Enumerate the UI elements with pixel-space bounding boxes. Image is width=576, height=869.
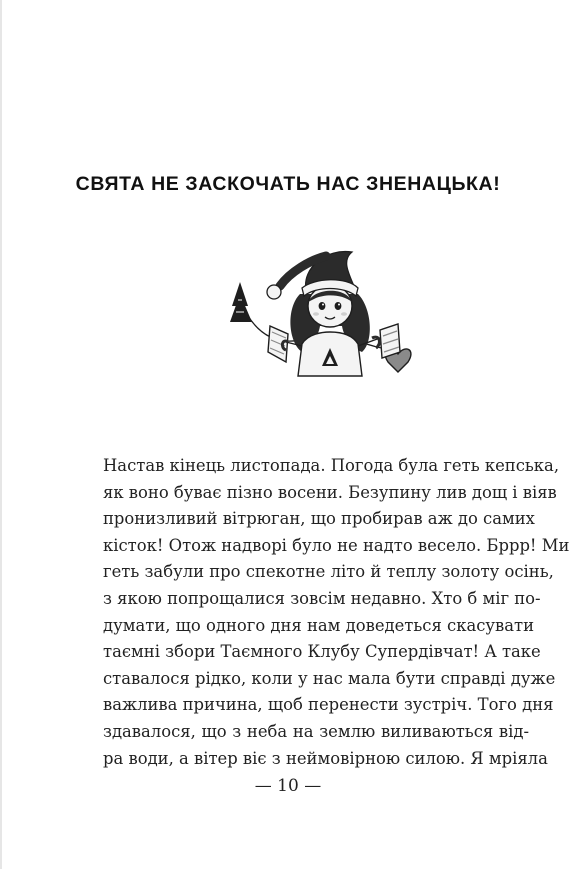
body-line: пронизливий вітрюган, що пробирав аж до самих [103,509,535,529]
body-line: кісток! Отож надворі було не надто весело. Бррр! Ми [103,535,570,555]
tree-ornament-icon [230,282,252,322]
chapter-title: СВЯТА НЕ ЗАСКОЧАТЬ НАС ЗНЕНАЦЬКА! [75,173,501,195]
body-line: геть забули про спекотне літо й теплу золоту осінь, [103,562,554,582]
page-number: — 10 — [254,776,322,796]
body-line: таємні збори Таємного Клубу Супердівчат! А таке [103,642,541,662]
body-line: думати, що одного дня нам доведеться скасувати [103,615,535,635]
page-edge [0,0,2,869]
chapter-illustration [230,238,420,388]
body-line: здавалося, що з неба на землю виливаються від- [103,721,529,741]
body-line: з якою попрощалися зовсім недавно. Хто б міг по- [103,588,541,608]
body-line: як воно буває пізно восени. Безупину лив дощ і віяв [103,482,557,502]
body-text [103,453,570,772]
body-line: ставалося рідко, коли у нас мала бути справді дуже [103,668,556,688]
body-line: важлива причина, щоб перенести зустріч. Того дня [103,695,554,715]
body-line: Настав кінець листопада. Погода була геть кепська, [103,456,560,475]
body-line: ра води, а вітер віє з неймовірною силою. Я мріяла [103,748,548,768]
girl-in-santa-hat-with-garland-icon [230,238,420,388]
